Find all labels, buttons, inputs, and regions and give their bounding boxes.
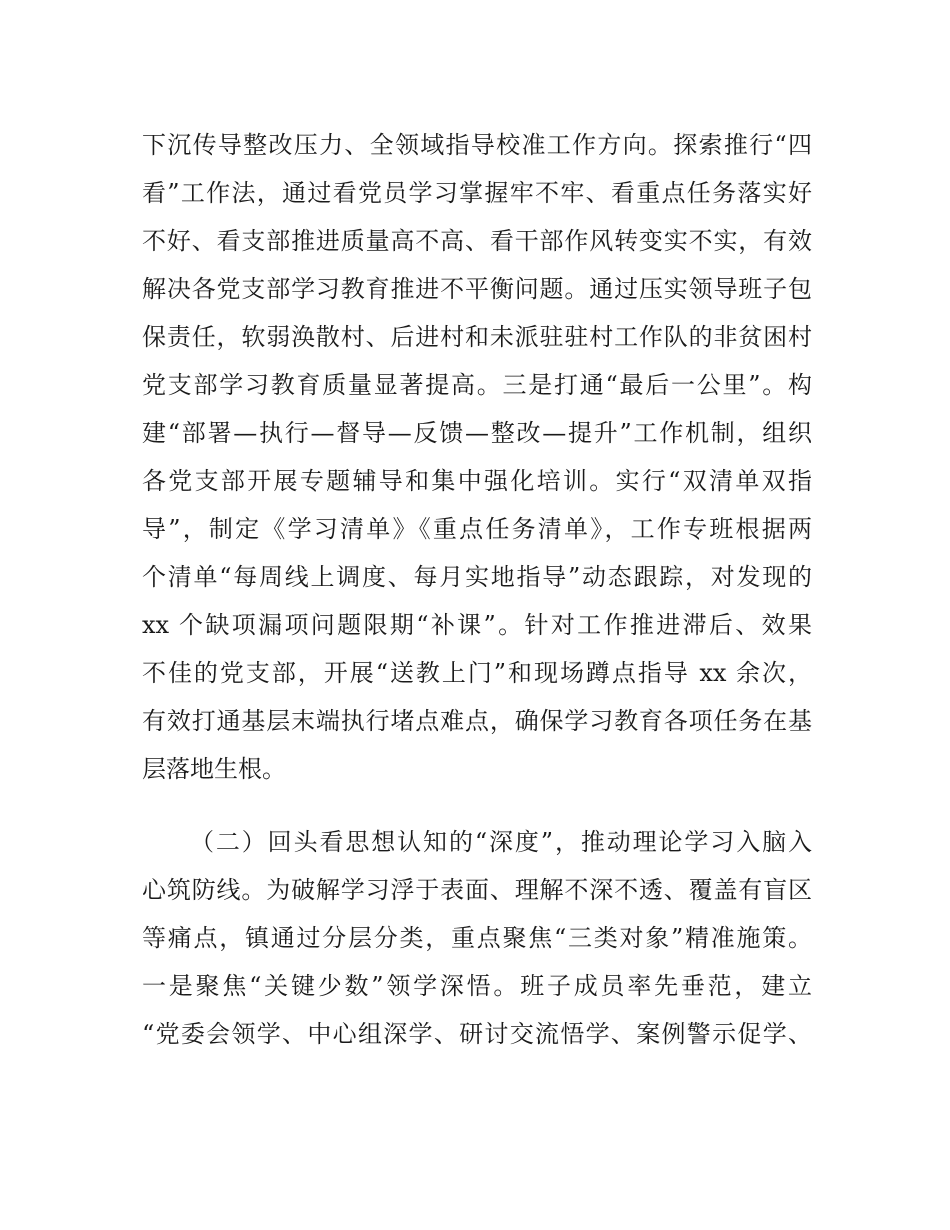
paragraph-1-line: xx 个缺项漏项问题限期“补课”。针对工作推进滞后、效果 <box>142 611 812 639</box>
paragraph-1-line: 各党支部开展专题辅导和集中强化培训。实行“双清单双指 <box>142 467 812 495</box>
paragraph-1-line: 个清单“每周线上调度、每月实地指导”动态跟踪，对发现的 <box>142 563 812 591</box>
paragraph-1-line: 下沉传导整改压力、全领域指导校准工作方向。探索推行“四 <box>142 131 812 159</box>
paragraph-1-line: 党支部学习教育质量显著提高。三是打通“最后一公里”。构 <box>142 371 812 399</box>
paragraph-2-line: 一是聚焦“关键少数”领学深悟。班子成员率先垂范，建立 <box>142 972 812 1000</box>
paragraph-2-line: 等痛点，镇通过分层分类，重点聚焦“三类对象”精准施策。 <box>142 924 812 952</box>
paragraph-2-line: 心筑防线。为破解学习浮于表面、理解不深不透、覆盖有盲区 <box>142 876 812 904</box>
paragraph-1-line: 保责任，软弱涣散村、后进村和未派驻驻村工作队的非贫困村 <box>142 323 812 351</box>
paragraph-1-line: 导”，制定《学习清单》《重点任务清单》，工作专班根据两 <box>142 515 812 543</box>
paragraph-2-line: （二）回头看思想认知的“深度”，推动理论学习入脑入 <box>190 828 812 856</box>
paragraph-1-line: 解决各党支部学习教育推进不平衡问题。通过压实领导班子包 <box>142 275 812 303</box>
paragraph-2-line: “党委会领学、中心组深学、研讨交流悟学、案例警示促学、 <box>142 1020 812 1048</box>
paragraph-1-line: 有效打通基层末端执行堵点难点，确保学习教育各项任务在基 <box>142 707 812 735</box>
paragraph-1-line: 看”工作法，通过看党员学习掌握牢不牢、看重点任务落实好 <box>142 179 812 207</box>
paragraph-1-line: 层落地生根。 <box>142 755 286 783</box>
paragraph-1-line: 不好、看支部推进质量高不高、看干部作风转变实不实，有效 <box>142 227 812 255</box>
paragraph-1-line: 建“部署—执行—督导—反馈—整改—提升”工作机制，组织 <box>142 419 812 447</box>
paragraph-1-line: 不佳的党支部，开展“送教上门”和现场蹲点指导 xx 余次， <box>142 659 812 687</box>
